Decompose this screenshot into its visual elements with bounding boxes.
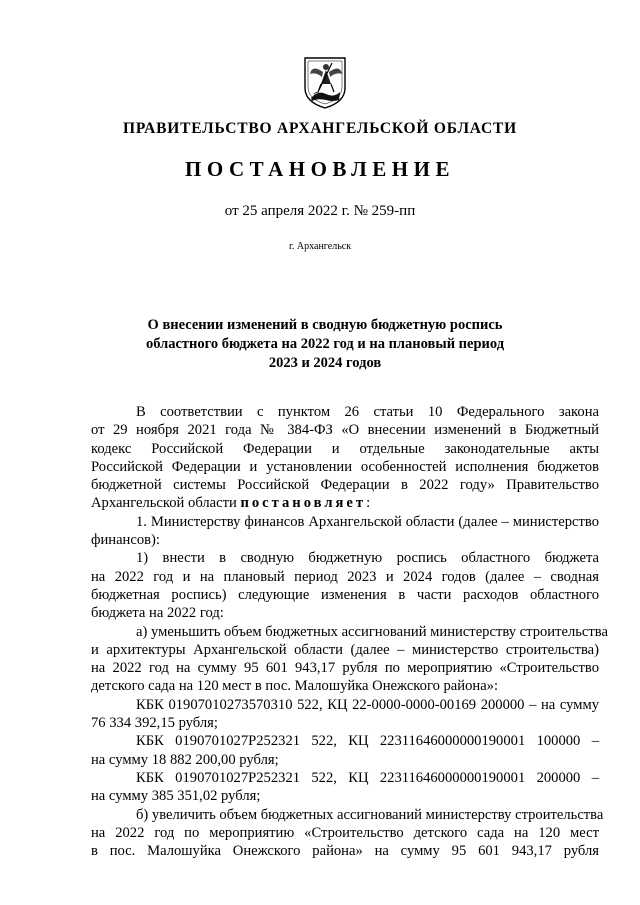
coat-of-arms-icon — [302, 54, 348, 110]
document-subject — [100, 316, 550, 373]
body-line: на 2022 год по мероприятию «Строительство детского сада на 120 мест — [91, 824, 599, 841]
body-text-fragment: : — [366, 495, 371, 512]
body-line: КБК 01907010273570310 522, КЦ 22-0000-0000-00169 200000 – на сумму — [136, 696, 599, 713]
body-line: на 2022 год и на плановый период 2023 и 2024 годов (далее – сводная — [91, 568, 599, 585]
subject-line: областного бюджета на 2022 год и на плановый период — [145, 336, 505, 352]
body-line: а) уменьшить объем бюджетных ассигнований министерству строительства — [136, 623, 608, 640]
document-city: г. Архангельск — [288, 241, 352, 252]
body-line: кодекс Российской Федерации и отдельные законодательные акты — [91, 440, 599, 457]
document-date-number: от 25 апреля 2022 г. № 259-пп — [224, 203, 416, 219]
body-line: детского сада на 120 мест в пос. Малошуйка Онежского района»: — [91, 678, 499, 695]
body-line: 1. Министерству финансов Архангельской области (далее – министерство — [136, 513, 599, 530]
body-line: бюджетная роспись) следующие изменения в части расходов областного — [91, 586, 599, 603]
body-line: финансов): — [91, 532, 160, 549]
body-line: от 29 ноября 2021 года № 384-ФЗ «О внесении изменений в Бюджетный — [91, 422, 599, 439]
body-line: бюджетной системы Российской Федерации в 2022 году» Правительство — [91, 477, 599, 494]
body-line: б) увеличить объем бюджетных ассигнований министерству строительства — [136, 806, 604, 823]
body-line: бюджета на 2022 год: — [91, 605, 224, 622]
document-type: ПОСТАНОВЛЕНИЕ — [185, 157, 455, 181]
document-body — [91, 403, 608, 860]
body-line: КБК 0190701027Р252321 522, КЦ 22311646000000190001 200000 – — [136, 769, 599, 786]
subject-line: О внесении изменений в сводную бюджетную роспись — [147, 317, 503, 333]
body-line: на 2022 год на сумму 95 601 943,17 рубля по мероприятию «Строительство — [91, 660, 599, 677]
body-line: Российской Федерации и установлении особенностей исполнения бюджетов — [91, 458, 599, 475]
decree-keyword: постановляет — [240, 495, 367, 512]
body-line: КБК 0190701027Р252321 522, КЦ 22311646000000190001 100000 – — [136, 733, 599, 750]
body-line: 1) внести в сводную бюджетную роспись областного бюджета — [136, 550, 599, 567]
subject-line: 2023 и 2024 годов — [268, 355, 382, 371]
body-line — [91, 494, 599, 512]
body-line: на сумму 385 351,02 рубля; — [91, 788, 261, 805]
body-line: на сумму 18 882 200,00 рубля; — [91, 751, 279, 768]
body-line: 76 334 392,15 рубля; — [91, 715, 218, 732]
body-line: в пос. Малошуйка Онежского района» на сумму 95 601 943,17 рубля — [91, 843, 599, 860]
body-line: и архитектуры Архангельской области (далее – министерство строительства) — [91, 641, 599, 658]
body-line: В соответствии с пунктом 26 статьи 10 Федерального закона — [136, 404, 599, 420]
body-text-fragment: Архангельской области — [91, 495, 237, 512]
government-title: ПРАВИТЕЛЬСТВО АРХАНГЕЛЬСКОЙ ОБЛАСТИ — [122, 120, 517, 137]
